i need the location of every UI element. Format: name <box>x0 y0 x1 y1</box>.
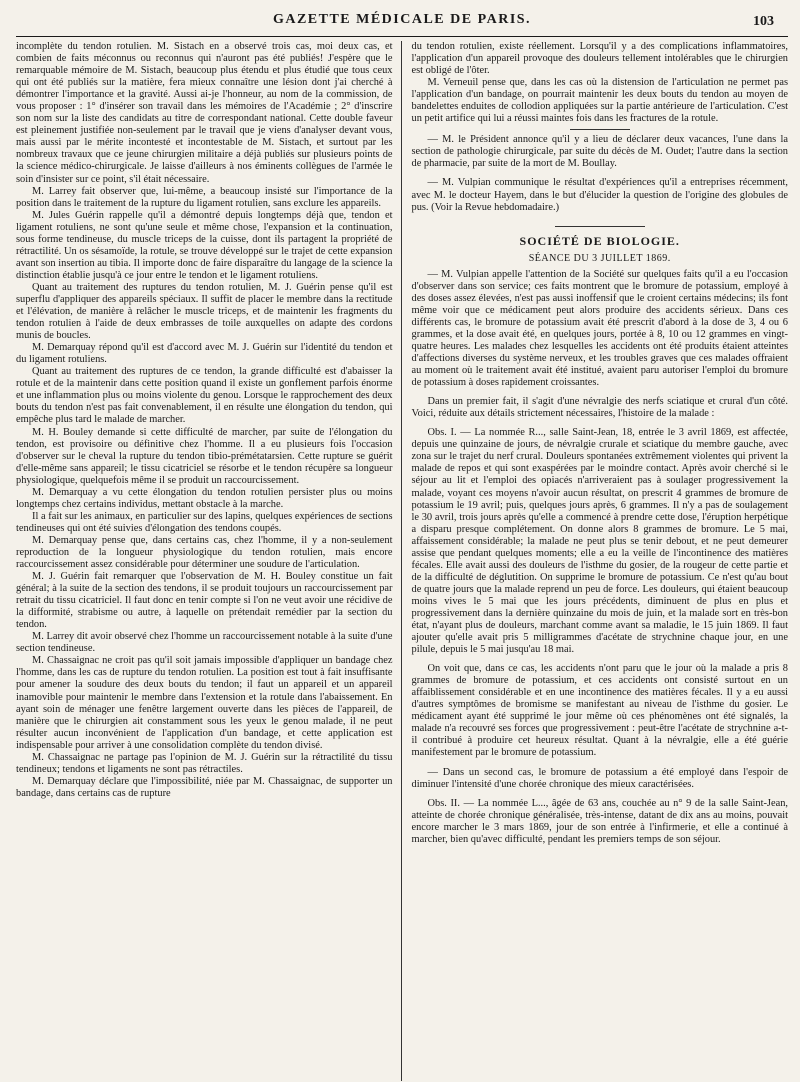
paragraph: Obs. I. — La nommée R..., salle Saint-Jean, 18, entrée le 3 avril 1869, est affectée, depuis une quinzaine de jours, de névralgie crurale et sciatique du membre gauche, avec zona sur le trajet du nerf crural. Douleurs spontanées extrêmement violentes qui privent la malade de repos et qui sont exaspérées par le moindre contact. Après avoir cherché si le séjour au lit et l'emploi des opiacés n'arriveraient pas à soulager progressivement la malade, voyant ces moyens n'avoir aucun résultat, on prescrit 4 grammes de bromure de potassium le 19 avril; puis, quelques jours après, 6 grammes. Il n'y a pas de soulagement le 30 avril, trois jours après qu'elle a commencé à prendre cette dose, l'éruption herpétique a disparu presque complétement. On donne alors 8 grammes de bromure. Le 5 mai, affaissement considérable; la malade ne peut plus se tenir debout, et ne peut demeurer assise que pendant quelques moments; elle a eu la veille de l'incontinence des matières fécales. Elle avait aussi des douleurs de l'isthme du gosier, de la rougeur de cette partie et de la difficulté de déglutition. On supprime le bromure de potassium. Ce n'est qu'au bout de quatre jours que la malade reprend un peu de force. Les douleurs, qui étaient beaucoup moins vives le 5 mai que les jours précédents, diminuent de plus en plus et progressivement dans la dernière quinzaine du mois de juin, et la malade sort en très-bon état, n'ayant plus de douleurs, marchant comme avant sa maladie, le 15 juin 1869. Il faut ajouter qu'elle avait pris 5 milligrammes d'acétate de strychnine chaque jour, en une pilule, depuis le 5 mai jusqu'au 18 mai. <box>411 427 788 656</box>
paragraph: Quant au traitement des ruptures du tendon rotulien, M. J. Guérin pense qu'il est superflu d'appliquer des appareils spéciaux. Il suffit de placer le membre dans la rectitude et l'élévation, de manière à relâcher le muscle triceps, et de maintenir les fragments du tendon rotulien à l'aide de deux embrasses de toile auxquelles on adapte des cordons munis de boucles. <box>16 281 393 342</box>
paragraph: On voit que, dans ce cas, les accidents n'ont paru que le jour où la malade a pris 8 grammes de bromure de potassium, et ces accidents ont consisté surtout en un affaiblissement considérable et en une incontinence des matières fécales. Il y a eu aussi d'autres symptômes de bromisme se manifestant au niveau de l'isthme du gosier. Le médicament ayant été supprimé le jour même où ces phénomènes ont été signalés, la malade n'a recouvré ses forces que progressivement : peut-être l'acétate de strychnine a-t-il contribué à produire cet heureux résultat. Quant à la névralgie, elle a été guérie manifestement par le bromure de potassium. <box>411 663 788 759</box>
spacer <box>412 791 789 798</box>
spacer <box>412 170 789 177</box>
journal-title: GAZETTE MÉDICALE DE PARIS. <box>272 12 532 27</box>
paragraph: M. Chassaignac ne partage pas l'opinion de M. J. Guérin sur la rétractilité du tissu tendineux; tendons et ligaments ne sont pas rétractiles. <box>16 751 393 775</box>
paragraph: M. Larrey dit avoir observé chez l'homme un raccourcissement notable à la suite d'une section tendineuse. <box>16 631 393 655</box>
paragraph: — M. le Président annonce qu'il y a lieu de déclarer deux vacances, l'une dans la section de pathologie chirurgicale, par suite du décès de M. Oudet; l'autre dans la section de pharmacie, par suite de la mort de M. Boullay. <box>411 134 788 170</box>
paragraph: M. Jules Guérin rappelle qu'il a démontré depuis longtemps déjà que, tendon et ligament rotuliens, ne sont qu'une seule et même chose, l'expansion et la continuation, sous forme tendineuse, du muscle triceps de la cuisse, dont ils partagent la propriété de rétractilité. Un os sésamoïde, la rotule, se trouve développé sur le trajet de cette expansion avant son insertion au tibia. Il importe donc de faire disparaître du langage de la science la distinction établie jusqu'à ce jour entre le tendon et le ligament rotuliens. <box>16 209 393 281</box>
paragraph: Quant au traitement des ruptures de ce tendon, la grande difficulté est d'abaisser la rotule et de la maintenir dans cette position quand il existe un gonflement parfois énorme et une inflammation plus ou moins violente du genou. Lorsque le rapprochement des deux bouts du tendon n'est pas fait convenablement, il en résulte une élongation du tendon, qui empêche plus tard le malade de marcher. <box>16 366 393 426</box>
paragraph: — Dans un second cas, le bromure de potassium a été employé dans l'espoir de diminuer l'intensité d'une chorée chronique des mieux caractérisées. <box>411 766 788 790</box>
spacer <box>412 389 789 396</box>
paragraph: M. Larrey fait observer que, lui-même, a beaucoup insisté sur l'importance de la position dans le traitement de la rupture du ligament rotulien, sans exclure les appareils. <box>16 185 393 209</box>
paragraph: M. Verneuil pense que, dans les cas où la distension de l'articulation ne permet pas l'application d'un bandage, on pourrait maintenir les deux bouts du tendon au moyen de bandelettes enduites de collodion appliquées sur la partie antérieure de l'articulation. C'est un petit artifice qui lui a réussi maintes fois dans les fractures de la rotule. <box>411 77 788 125</box>
section-title: SOCIÉTÉ DE BIOLOGIE. <box>519 233 680 248</box>
paragraph: Dans un premier fait, il s'agit d'une névralgie des nerfs sciatique et crural d'un côté. Voici, réduite aux détails strictement nécessaires, l'histoire de la malade : <box>411 396 788 420</box>
paragraph: du tendon rotulien, existe réellement. Lorsqu'il y a des complications inflammatoires, l'application d'un appareil provoque des douleurs tellement intolérables que le chirurgien est obligé de l'ôter. <box>411 41 788 77</box>
session-date: SÉANCE DU 3 JUILLET 1869. <box>528 252 671 264</box>
paragraph: M. H. Bouley demande si cette difficulté de marcher, par suite de l'élongation du tendon, est provisoire ou définitive chez l'homme. Il a eu plusieurs fois l'occasion d'observer sur le cheval la rupture du tendon tibio-prémétatarsien. Cette rupture se guérit d'elle-même sans appareil; le tissu cicatriciel se résorbe et le tendon récupère sa longueur physiologique, quelquefois même il se produit un raccourcissement. <box>16 426 393 486</box>
paragraph: incomplète du tendon rotulien. M. Sistach en a observé trois cas, moi deux cas, et combien de faits méconnus ou reconnus qui n'auront pas été publiés! J'espère que le remarquable mémoire de M. Sistach, beaucoup plus étendu et plus étudié que tous ceux qui ont été publiés sur la matière, fera mieux connaître une lésion dont j'ai cherché à démontrer l'importance et la gravité. Aussi ai-je l'honneur, au nom de la commission, de vous proposer : 1° d'insérer son travail dans les mémoires de l'Académie ; 2° d'inscrire son nom sur la liste des candidats au titre de correspondant national. Cette double faveur est pleinement justifiée non-seulement par le travail que je viens d'analyser devant vous, mais aussi par le mérite incontesté et incontestable de M. Sistach, et surtout par les nombreux travaux que ce jeune chirurgien militaire a déjà publiés sur plusieurs points de la science médico-chirurgicale. Je laisse d'ailleurs à nos éminents collègues de l'armée le soin d'insister sur ce point, s'il était nécessaire. <box>16 41 393 185</box>
spacer <box>412 420 789 427</box>
paragraph: M. Demarquay déclare que l'impossibilité, niée par M. Chassaignac, de supporter un bandage, dans certains cas de rupture <box>16 775 393 799</box>
spacer <box>412 656 789 663</box>
paragraph: — M. Vulpian communique le résultat d'expériences qu'il a entreprises récemment, avec M. le docteur Hayem, dans le but d'élucider la question de l'origine des globules de pus. (Voir la Revue hebdomadaire.) <box>411 177 788 213</box>
paragraph: Il a fait sur les animaux, en particulier sur des lapins, quelques expériences de sections tendineuses qui ont été suivies d'élongation des tendons coupés. <box>16 510 393 534</box>
paragraph: — M. Vulpian appelle l'attention de la Société sur quelques faits qu'il a eu l'occasion d'observer dans son service; ces faits montrent que le bromure de potassium, employé à des doses assez élevées, n'est pas aussi inoffensif que le croient certains médecins; ils font même voir que ce médicament peut alors produire des accidents sérieux. Dans ces différents cas, le bromure de potassium avait été prescrit d'abord à la dose de 3, 4 ou 6 grammes, et la dose avait été, en quelques jours, portée à 8, 10 ou 12 grammes en vingt-quatre heures. Les malades chez lesquelles les accidents ont été produits étaient atteintes d'affections diverses du système nerveux, et les troubles graves que ces malades offraient au moment où le traitement avait été institué, avaient paru autoriser l'emploi du bromure de potassium à doses rapidement croissantes. <box>411 268 788 389</box>
spacer <box>412 760 789 767</box>
paragraph: M. Demarquay répond qu'il est d'accord avec M. J. Guérin sur l'identité du tendon et du ligament rotuliens. <box>16 342 393 366</box>
left-column <box>16 41 402 1081</box>
right-column <box>402 41 789 1081</box>
paragraph: M. J. Guérin fait remarquer que l'observation de M. H. Bouley constitue un fait général; à la suite de la section des tendons, il se produit toujours un raccourcissement par retrait du tissu cicatriciel. Il faut donc en tenir compte si l'on ne veut avoir une récidive de la difformité, strabisme ou autre, à laquelle on prétendait remédier par la section du tendon. <box>16 571 393 631</box>
paragraph: M. Demarquay a vu cette élongation du tendon rotulien persister plus ou moins longtemps chez certains individus, mettant obstacle à la marche. <box>16 486 393 510</box>
divider <box>570 129 630 130</box>
page-number: 103 <box>753 14 774 29</box>
paragraph: M. Chassaignac ne croit pas qu'il soit jamais impossible d'appliquer un bandage chez l'homme, dans les cas de rupture du tendon rotulien. La position est tout à fait insuffisante pour amener la soudure des deux bouts du tendon; il faut un appareil et un appareil inamovible pour maintenir le membre dans l'extension et la rotule dans l'abaissement. En ayant soin de ménager une fenêtre largement ouverte dans les pièces de l'appareil, de manière que le chirurgien ait constamment sous les yeux le genou malade, il ne peut résulter aucun inconvénient de l'application d'un bandage, et cette application est indispensable pour arriver à une consolidation complète du tendon divisé. <box>16 655 393 751</box>
paragraph: M. Demarquay pense que, dans certains cas, chez l'homme, il y a non-seulement reproduction de la longueur physiologique du tendon rotulien, mais encore raccourcissement assez considérable pour déterminer une soudure de l'articulation. <box>16 534 393 571</box>
running-header <box>16 12 788 37</box>
paragraph: Obs. II. — La nommée L..., âgée de 63 ans, couchée au n° 9 de la salle Saint-Jean, atteinte de chorée chronique généralisée, très-intense, datant de dix ans au moins, pouvait encore marcher le 3 mars 1869, jour de son entrée à l'infirmerie, et elle a continué à marcher, bien qu'avec difficulté, pendant les premiers temps de son séjour. <box>411 797 788 845</box>
section-divider <box>555 226 645 227</box>
text-columns <box>16 41 788 1081</box>
